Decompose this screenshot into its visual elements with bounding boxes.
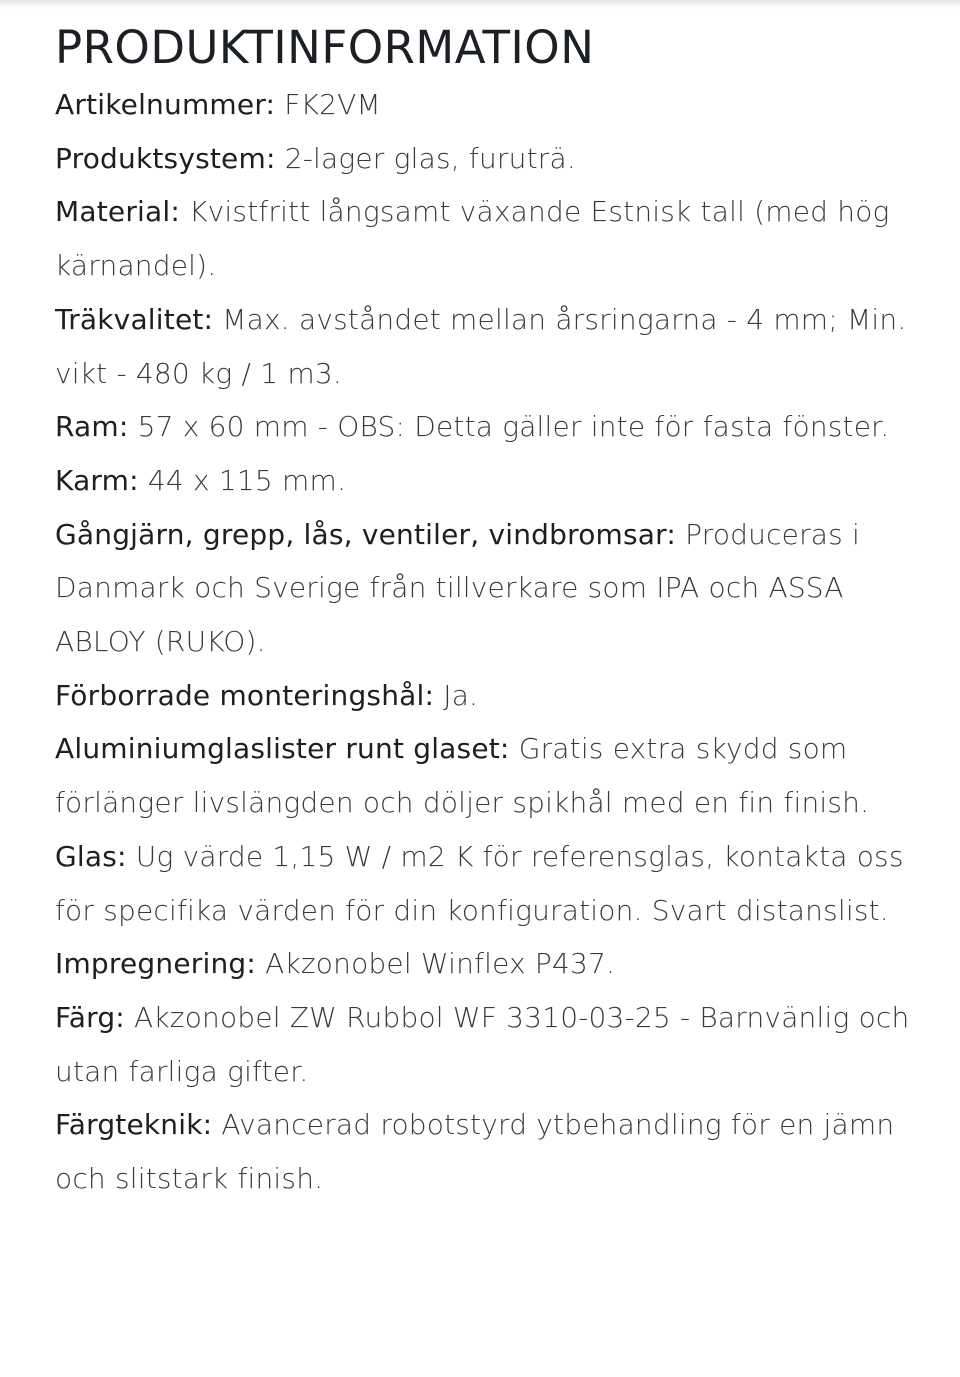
spec-list [55,78,915,1206]
spec-label: Färg: [55,1000,125,1034]
spec-item-glas [55,830,915,937]
spec-value: Ja. [443,678,479,712]
page-title: PRODUKTINFORMATION [55,21,595,74]
spec-item-monteringshal [55,669,915,723]
spec-item-farg [55,991,915,1098]
spec-value: 2-lager glas, furuträ. [284,141,576,175]
spec-label: Gångjärn, grepp, lås, ventiler, vindbromsar: [55,517,677,551]
spec-item-artikelnummer [55,78,915,132]
top-shadow [0,0,960,10]
spec-value: Max. avståndet mellan årsringarna - 4 mm; Min. vikt - 480 kg / 1 m3. [55,302,907,390]
spec-label: Material: [55,195,180,229]
spec-label: Färgteknik: [55,1108,213,1142]
spec-value: Gratis extra skydd som förlänger livslängden och döljer spikhål med en fin finish. [55,732,870,820]
spec-item-impregnering [55,937,915,991]
spec-value: FK2VM [284,88,381,121]
spec-item-produktsystem [55,132,915,186]
spec-label: Glas: [55,839,127,873]
spec-label: Artikelnummer: [55,88,276,121]
spec-value: Ug värde 1,15 W / m2 K för referensglas, kontakta oss för specifika värden för din konfiguration. Svart distanslist. [55,839,904,927]
spec-item-karm [55,454,915,508]
spec-item-material [55,185,915,292]
product-info-section [55,18,915,1206]
spec-value: Produceras i Danmark och Sverige från tillverkare som IPA och ASSA ABLOY (RUKO). [55,517,861,659]
spec-label: Aluminiumglaslister runt glaset: [55,732,510,766]
spec-label: Produktsystem: [55,141,276,175]
spec-label: Ram: [55,410,129,444]
spec-item-glaslister [55,722,915,829]
spec-item-ram [55,400,915,454]
spec-label: Träkvalitet: [55,302,214,336]
spec-value: 44 x 115 mm. [147,463,347,497]
spec-label: Impregnering: [55,947,257,981]
spec-label: Förborrade monteringshål: [55,678,435,712]
spec-value: Akzonobel ZW Rubbol WF 3310-03-25 - Barnvänlig och utan farliga gifter. [55,1000,910,1088]
spec-value: 57 x 60 mm - OBS: Detta gäller inte för fasta fönster. [137,410,890,444]
spec-value: Avancerad robotstyrd ytbehandling för en jämn och slitstark finish. [55,1108,895,1196]
spec-item-beslag [55,508,915,669]
spec-item-fargteknik [55,1098,915,1205]
spec-value: Akzonobel Winflex P437. [265,947,616,981]
spec-item-trakvalitet [55,293,915,400]
spec-label: Karm: [55,463,139,497]
spec-value: Kvistfritt långsamt växande Estnisk tall (med hög kärnandel). [55,195,890,283]
